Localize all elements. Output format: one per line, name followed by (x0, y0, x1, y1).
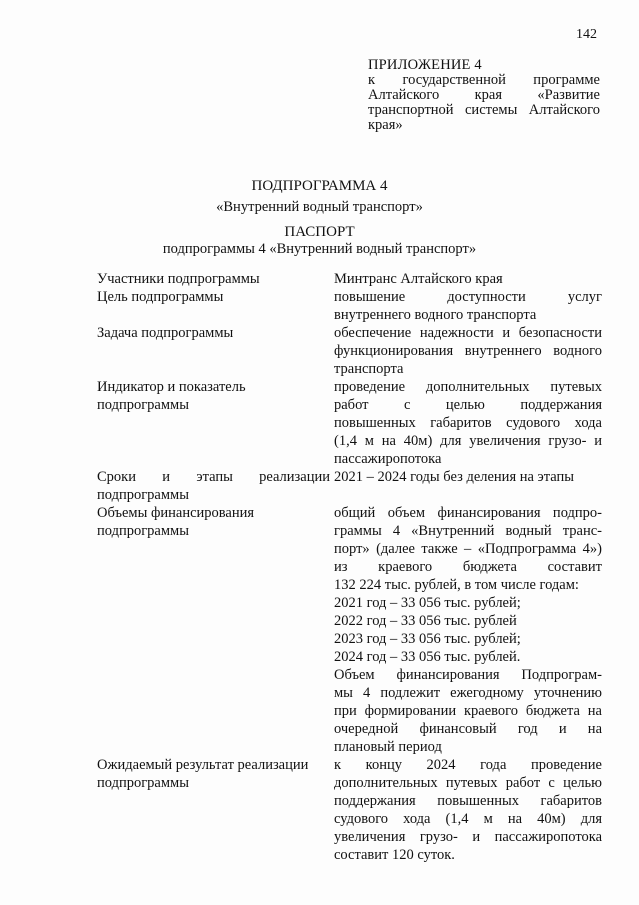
row-value: обеспечение надежности и безопасности функционирования внутреннего водного транспорта (334, 325, 602, 377)
row-value: к концу 2024 года проведение дополнительных путевых работ с целью поддержания повышенных габаритов судового хода (1,4 м на 40м) для увеличения грузо- и пассажиропотока составит 120 суток. (334, 757, 602, 863)
appendix-line: Алтайского края «Развитие (368, 87, 600, 103)
passport-title: ПАСПОРТ (284, 224, 355, 240)
table-row (97, 468, 602, 504)
row-value: общий объем финансирования подпро- граммы 4 «Внутренний водный транс- порт» (далее также – «Подпрограмма 4») из краевого бюджета составит 132 224 тыс. рублей, в том числе годам: 2021 год – 33 056 тыс. рублей; 2022 год – 33 056 тыс. рублей 2023 год – 33 056 тыс. рублей; 2024 год – 33 056 тыс. рублей. Объем финансирования Подпрограм- мы 4 подлежит ежегодному уточнению при формировании краевого бюджета на очередной финансовый год и на плановый период (334, 505, 602, 755)
row-value: проведение дополнительных путевых работ с целью поддержания повышенных габаритов судового хода (1,4 м на 40м) для увеличения грузо- и пассажиропотока (334, 379, 602, 467)
table-row (97, 270, 602, 288)
row-value: 2021 – 2024 годы без деления на этапы (334, 469, 575, 485)
row-value: Минтранс Алтайского края (334, 271, 503, 287)
table-row (97, 756, 602, 864)
appendix-line: к государственной программе (368, 72, 600, 88)
appendix-line: транспортной системы Алтайского (368, 102, 600, 118)
row-label: Задача подпрограммы (97, 325, 234, 341)
row-label: Объемы финансирования подпрограммы (97, 505, 255, 539)
row-label: Ожидаемый результат реализации подпрограммы (97, 757, 309, 791)
passport-table (97, 270, 602, 864)
appendix-heading: ПРИЛОЖЕНИЕ 4 (368, 57, 482, 73)
row-value: повышение доступности услуг внутреннего водного транспорта (334, 289, 602, 323)
subprogram-title: ПОДПРОГРАММА 4 (251, 178, 388, 194)
row-label: Цель подпрограммы (97, 289, 224, 305)
appendix-block (368, 58, 600, 133)
subprogram-name: «Внутренний водный транспорт» (216, 199, 423, 215)
row-label: Участники подпрограммы (97, 271, 260, 287)
passport-subtitle: подпрограммы 4 «Внутренний водный транспорт» (162, 241, 477, 257)
table-row (97, 504, 602, 756)
table-row (97, 324, 602, 378)
table-row (97, 378, 602, 468)
page-number: 142 (576, 27, 597, 42)
row-label: Сроки и этапы реализации подпрограммы (97, 469, 330, 503)
appendix-line: края» (368, 117, 403, 133)
row-label: Индикатор и показатель подпрограммы (97, 379, 246, 413)
table-row (97, 288, 602, 324)
